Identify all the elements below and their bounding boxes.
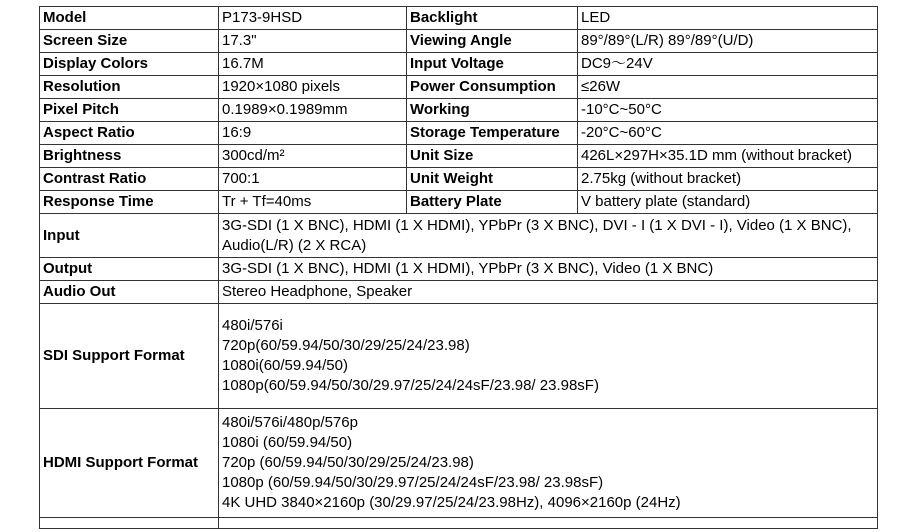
format-line: 1080i (60/59.94/50): [222, 434, 353, 451]
spec-label: Input: [40, 214, 219, 258]
spec-label: SDI Support Format: [40, 304, 219, 409]
spec-row-contrast-ratio: [40, 168, 878, 191]
spec-row-aspect-ratio: [40, 122, 878, 145]
spec-label: Unit Weight: [407, 168, 578, 191]
format-line: 4K UHD 3840×2160p (30/29.97/25/24/23.98Hz), 4096×2160p (24Hz): [222, 494, 681, 511]
spec-value: 16.7M: [219, 53, 407, 76]
spec-table: [39, 6, 878, 529]
spec-label: Power Consumption: [407, 76, 578, 99]
spec-label: Input Voltage: [407, 53, 578, 76]
spec-value-list: [219, 409, 878, 518]
spec-value: Tr + Tf=40ms: [219, 191, 407, 214]
format-line: 1080p(60/59.94/50/30/29.97/25/24/24sF/23.98/ 23.98sF): [222, 377, 599, 394]
spec-label: Resolution: [40, 76, 219, 99]
spec-value-list: [219, 304, 878, 409]
spec-label: Backlight: [407, 7, 578, 30]
spec-label: Unit Size: [407, 145, 578, 168]
spec-cell-empty: [40, 518, 219, 529]
spec-label: Storage Temperature: [407, 122, 578, 145]
spec-value: 1920×1080 pixels: [219, 76, 407, 99]
spec-label: Output: [40, 258, 219, 281]
spec-label: Working: [407, 99, 578, 122]
spec-value: 3G-SDI (1 X BNC), HDMI (1 X HDMI), YPbPr (3 X BNC), DVI - I (1 X DVI - I), Video (1 X BNC), Audio(L/R) (2 X RCA): [219, 214, 878, 258]
spec-row-output: [40, 258, 878, 281]
spec-label: Contrast Ratio: [40, 168, 219, 191]
spec-row-screen-size: [40, 30, 878, 53]
spec-value: 300cd/m²: [219, 145, 407, 168]
format-line: 1080p (60/59.94/50/30/29.97/25/24/24sF/23.98/ 23.98sF): [222, 474, 604, 491]
spec-value: 16:9: [219, 122, 407, 145]
spec-value: 17.3": [219, 30, 407, 53]
spec-label: Aspect Ratio: [40, 122, 219, 145]
spec-value: V battery plate (standard): [578, 191, 878, 214]
spec-label: Pixel Pitch: [40, 99, 219, 122]
spec-value: 426L×297H×35.1D mm (without bracket): [578, 145, 878, 168]
format-line: 480i/576i: [222, 317, 283, 334]
spec-label: Display Colors: [40, 53, 219, 76]
spec-row-resolution: [40, 76, 878, 99]
spec-label: Response Time: [40, 191, 219, 214]
spec-value: P173-9HSD: [219, 7, 407, 30]
spec-label: Brightness: [40, 145, 219, 168]
spec-value: -10°C~50°C: [578, 99, 878, 122]
spec-value: 700:1: [219, 168, 407, 191]
format-line: 720p (60/59.94/50/30/29/25/24/23.98): [222, 454, 474, 471]
spec-value: -20°C~60°C: [578, 122, 878, 145]
spec-value: 0.1989×0.1989mm: [219, 99, 407, 122]
spec-row-model: [40, 7, 878, 30]
format-line: 1080i(60/59.94/50): [222, 357, 348, 374]
spec-value: 2.75kg (without bracket): [578, 168, 878, 191]
spec-row-input: [40, 214, 878, 258]
spec-label: Screen Size: [40, 30, 219, 53]
spec-label: Viewing Angle: [407, 30, 578, 53]
spec-value: Stereo Headphone, Speaker: [219, 281, 878, 304]
spec-row-sdi-support-format: [40, 304, 878, 409]
spec-value: ≤26W: [578, 76, 878, 99]
spec-row-audio-out: [40, 281, 878, 304]
spec-row-hdmi-support-format: [40, 409, 878, 518]
spec-label: Model: [40, 7, 219, 30]
spec-row-pixel-pitch: [40, 99, 878, 122]
spec-value: LED: [578, 7, 878, 30]
spec-row-brightness: [40, 145, 878, 168]
spec-value: 3G-SDI (1 X BNC), HDMI (1 X HDMI), YPbPr (3 X BNC), Video (1 X BNC): [219, 258, 878, 281]
format-line: 480i/576i/480p/576p: [222, 414, 358, 431]
spec-value: 89°/89°(L/R) 89°/89°(U/D): [578, 30, 878, 53]
spec-row-display-colors: [40, 53, 878, 76]
spec-label: Battery Plate: [407, 191, 578, 214]
spec-value: DC9～24V: [578, 53, 878, 76]
spec-row-response-time: [40, 191, 878, 214]
spec-cell-empty: [219, 518, 878, 529]
format-line: 720p(60/59.94/50/30/29/25/24/23.98): [222, 337, 470, 354]
spec-label: HDMI Support Format: [40, 409, 219, 518]
spec-row-empty: [40, 518, 878, 529]
spec-label: Audio Out: [40, 281, 219, 304]
